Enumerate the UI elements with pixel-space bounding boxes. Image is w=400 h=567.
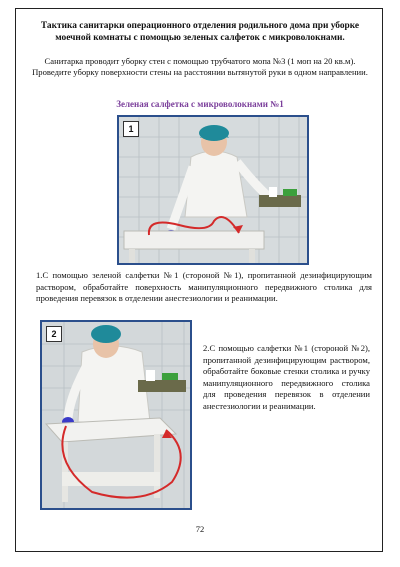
photo-step-1-number: 1 (123, 121, 139, 137)
photo-step-1 (117, 115, 309, 265)
photo-step-2-number: 2 (46, 326, 62, 342)
photo-step-1-illustration (119, 117, 307, 263)
section-subtitle: Зеленая салфетка с микроволокнами №1 (116, 99, 284, 109)
intro-paragraph: Санитарка проводит уборку стен с помощью трубчатого мопа №3 (1 моп на 20 кв.м). Проведите уборку поверхности стены на расстоянии вытянутой руки в одном направлении. (32, 56, 368, 77)
page-number: 72 (195, 524, 205, 534)
step-1-text: 1.С помощью зеленой салфетки №1 (стороной №1), пропитанной дезинфицирующим раствором, обработайте поверхность манипуляционного передвижного столика для проведения перевязок в отделении анестезиологии и реанимации. (36, 270, 372, 303)
page-title: Тактика санитарки операционного отделения родильного дома при уборке моечной комнаты с помощью зеленых салфеток с микроволокнами. (40, 21, 360, 43)
photo-step-2 (40, 320, 192, 510)
photo-step-2-illustration (42, 322, 190, 508)
step-2-text: 2.С помощью салфетки №1 (стороной №2), пропитанной дезинфицирующим раствором, обработайте боковые стенки столика и ручку манипуляционного передвижного столика для проведения перевязок в отделении анестезиологии и реанимации. (203, 343, 370, 411)
